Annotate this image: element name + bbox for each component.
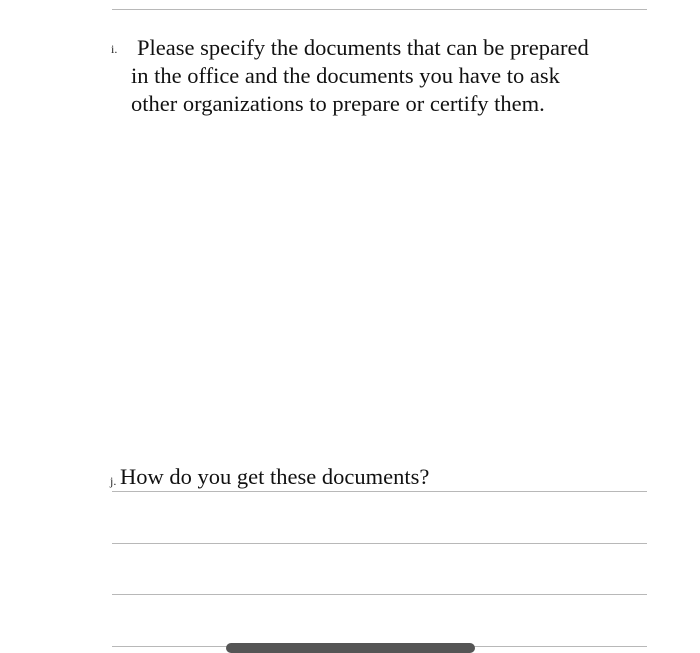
answer-line-2[interactable]	[112, 543, 647, 544]
question-i-line-3: other organizations to prepare or certify them.	[131, 91, 545, 116]
horizontal-scrollbar[interactable]	[226, 643, 475, 653]
question-j-number: j.	[110, 474, 117, 488]
top-divider-line	[112, 9, 647, 10]
question-j-text: How do you get these documents?	[120, 464, 430, 489]
answer-line-1[interactable]	[112, 491, 647, 492]
question-i-line-2: in the office and the documents you have to ask	[131, 63, 560, 88]
question-i-number: i.	[111, 42, 118, 56]
answer-area-i[interactable]	[112, 130, 647, 460]
question-i-line-1: Please specify the documents that can be prepared	[137, 35, 589, 60]
answer-line-3[interactable]	[112, 594, 647, 595]
